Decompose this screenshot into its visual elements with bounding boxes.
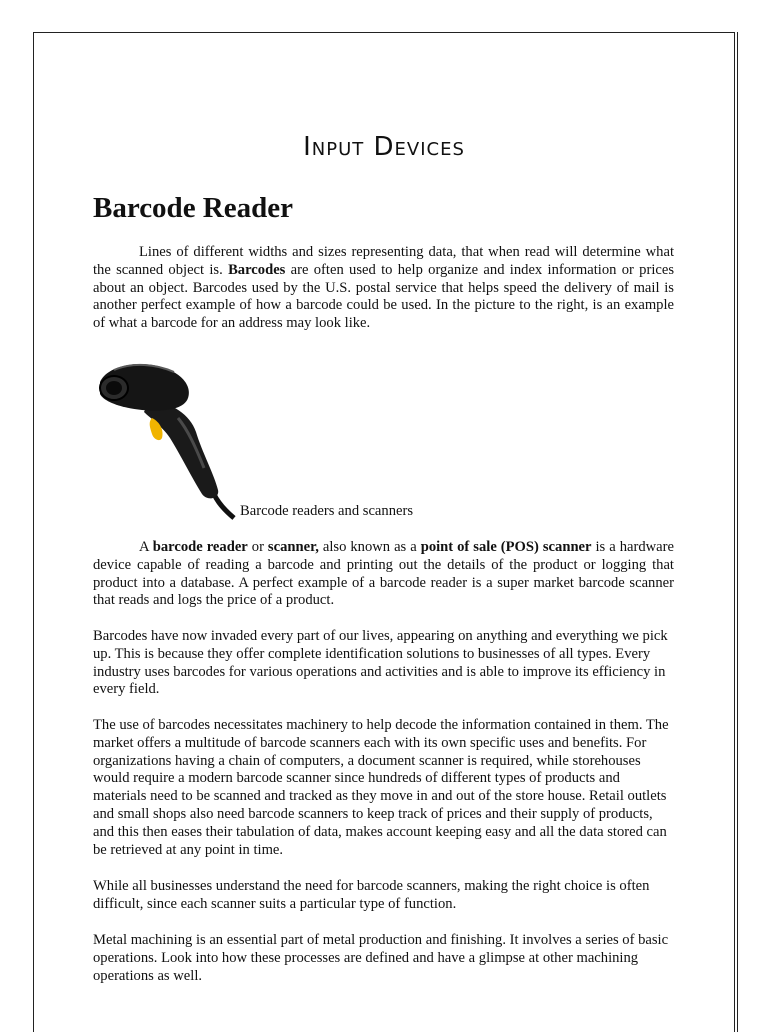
intro-paragraph: Lines of different widths and sizes representing data, that when read will determine what the scanned object is. Barcodes are often used to help organize and index information or prices about an object. Barcodes used by the U.S. postal service that helps speed the delivery of mail is another perfect example of how a barcode could be used. In the picture to the right, is an example of what a barcode for an address may look like. xyxy=(93,244,675,332)
paragraph-machinery: The use of barcodes necessitates machinery to help decode the information contained in them. The market offers a multitude of barcode scanners each with its own specific uses and benefits. For organizations having a chain of computers, a document scanner is required, while storehouses would require a modern barcode scanner since hundreds of different types of products and materials need to be scanned and tracked as they move in and out of the store house. Retail outlets and small shops also need barcode scanners to keep track of prices and their supply of products, and this then eases their tabulation of data, makes account keeping easy and all the data stored can be retrieved at any point in time. xyxy=(93,717,669,858)
paragraph-right-choice: While all businesses understand the need for barcode scanners, making the right choice is often difficult, since each scanner suits a particular type of function. xyxy=(93,878,650,912)
paragraph-metal-machining: Metal machining is an essential part of metal production and finishing. It involves a series of basic operations. Look into how these processes are defined and have a glimpse at other machining operations as well. xyxy=(93,932,669,984)
definition-paragraph: A barcode reader or scanner, also known as a point of sale (POS) scanner is a hardware device capable of reading a barcode and printing out the details of the product or logging that product into a database. A perfect example of a barcode reader is a super market barcode scanner that reads and logs the price of a product. xyxy=(93,539,674,609)
section-title: Barcode Reader xyxy=(93,192,293,224)
paragraph-barcodes-everywhere: Barcodes have now invaded every part of our lives, appearing on anything and everything we pick up. This is because they offer complete identification solutions to businesses of all types. Every industry uses barcodes for various operations and activities and is able to improve its efficiency in every field. xyxy=(93,628,668,698)
figure-caption: Barcode readers and scanners xyxy=(240,503,414,519)
barcode-scanner-image xyxy=(92,356,242,520)
page-heading: Input Devices xyxy=(303,132,465,162)
page-border-right-line xyxy=(737,32,738,1032)
